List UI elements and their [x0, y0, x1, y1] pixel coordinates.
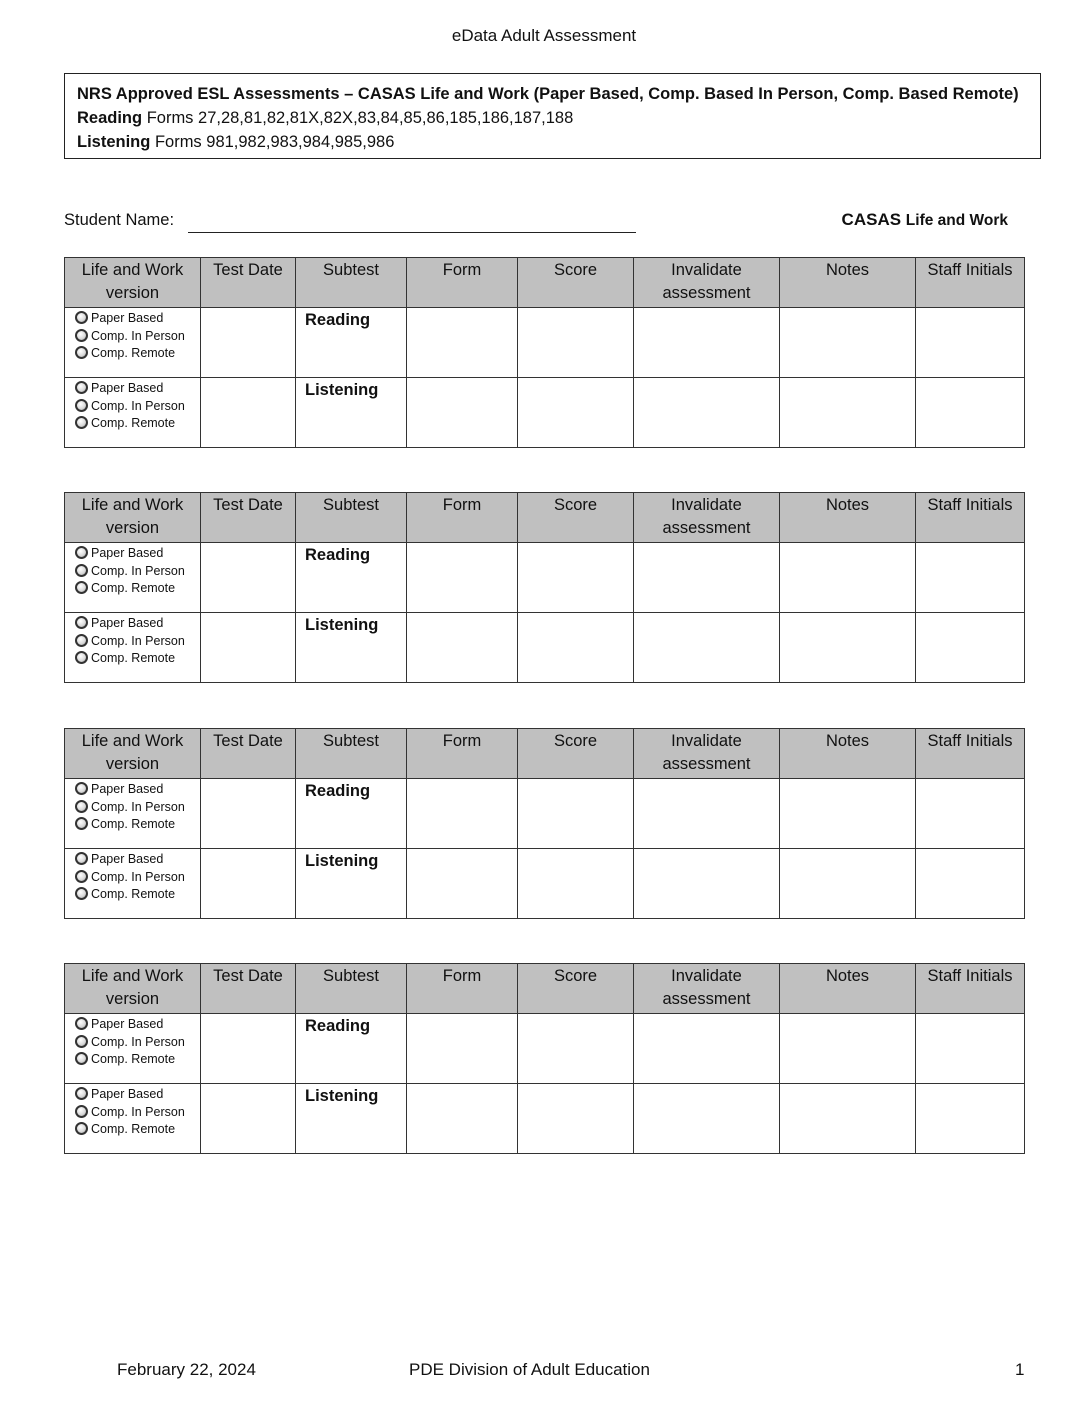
version-options	[65, 308, 200, 363]
invalidate-cell[interactable]	[634, 613, 780, 683]
version-options	[65, 779, 200, 834]
version-options	[65, 1014, 200, 1069]
test-title-sub: Life and Work	[905, 212, 1008, 229]
version-cell	[65, 543, 201, 613]
subtest-header: Subtest	[296, 258, 407, 308]
test-date-cell[interactable]	[201, 613, 296, 683]
staff-initials-cell[interactable]	[916, 308, 1025, 378]
score-cell[interactable]	[518, 849, 634, 919]
radio-icon[interactable]	[75, 1105, 88, 1118]
version-options	[65, 613, 200, 668]
version-option-label: Comp. Remote	[91, 887, 176, 901]
notes-cell[interactable]	[780, 613, 916, 683]
test-date-cell[interactable]	[201, 779, 296, 849]
assessment-heading: NRS Approved ESL Assessments – CASAS Life and Work (Paper Based, Comp. Based In Person, Comp. Based Remote)	[77, 85, 1019, 103]
version-options	[65, 849, 200, 904]
version-option-paper-based[interactable]	[65, 781, 200, 799]
invalidate-cell[interactable]	[634, 1084, 780, 1154]
version-option-comp-in-person[interactable]	[65, 869, 200, 887]
invalidate-cell[interactable]	[634, 308, 780, 378]
version-option-comp-remote[interactable]	[65, 816, 200, 834]
form-cell[interactable]	[407, 378, 518, 448]
footer-division: PDE Division of Adult Education	[409, 1360, 650, 1379]
version-option-label: Paper Based	[91, 1087, 164, 1101]
table-row	[65, 378, 1025, 448]
invalidate-header: Invalidate assessment	[634, 493, 780, 543]
version-options	[65, 1084, 200, 1139]
invalidate-cell[interactable]	[634, 779, 780, 849]
radio-icon[interactable]	[75, 546, 88, 559]
version-option-comp-in-person[interactable]	[65, 563, 200, 581]
table-header-row	[65, 729, 1025, 779]
staff-initials-header: Staff Initials	[916, 729, 1025, 779]
subtest-cell	[296, 1084, 407, 1154]
subtest-label: Listening	[305, 616, 379, 634]
table-row	[65, 849, 1025, 919]
version-header: Life and Work version	[65, 729, 201, 779]
version-option-label: Comp. Remote	[91, 1052, 176, 1066]
score-header: Score	[518, 964, 634, 1014]
version-option-label: Comp. Remote	[91, 346, 176, 360]
version-option-label: Comp. Remote	[91, 416, 176, 430]
version-cell	[65, 378, 201, 448]
record-table	[64, 963, 1025, 1154]
version-option-label: Paper Based	[91, 381, 164, 395]
student-name-label: Student Name:	[64, 211, 175, 229]
version-option-paper-based[interactable]	[65, 851, 200, 869]
version-cell	[65, 1014, 201, 1084]
score-header: Score	[518, 493, 634, 543]
subtest-cell	[296, 1014, 407, 1084]
notes-cell[interactable]	[780, 1084, 916, 1154]
staff-initials-cell[interactable]	[916, 1014, 1025, 1084]
invalidate-header: Invalidate assessment	[634, 258, 780, 308]
subtest-label: Reading	[305, 1017, 371, 1035]
version-option-comp-remote[interactable]	[65, 1051, 200, 1069]
version-option-paper-based[interactable]	[65, 615, 200, 633]
radio-icon[interactable]	[75, 1035, 88, 1048]
subtest-label: Reading	[305, 546, 371, 564]
version-option-paper-based[interactable]	[65, 1016, 200, 1034]
test-date-cell[interactable]	[201, 1014, 296, 1084]
footer-date: February 22, 2024	[117, 1360, 256, 1379]
version-option-comp-in-person[interactable]	[65, 1034, 200, 1052]
version-cell	[65, 779, 201, 849]
radio-icon[interactable]	[75, 887, 88, 900]
version-option-label: Comp. Remote	[91, 651, 176, 665]
radio-icon[interactable]	[75, 616, 88, 629]
radio-icon[interactable]	[75, 581, 88, 594]
form-cell[interactable]	[407, 308, 518, 378]
footer-page-number: 1	[1015, 1360, 1025, 1379]
student-name-field[interactable]	[188, 232, 636, 233]
reading-label: Reading	[77, 109, 143, 127]
subtest-header: Subtest	[296, 729, 407, 779]
score-cell[interactable]	[518, 308, 634, 378]
radio-icon[interactable]	[75, 381, 88, 394]
subtest-cell	[296, 378, 407, 448]
form-header: Form	[407, 729, 518, 779]
table-row	[65, 1084, 1025, 1154]
version-header: Life and Work version	[65, 964, 201, 1014]
staff-initials-header: Staff Initials	[916, 964, 1025, 1014]
notes-header: Notes	[780, 729, 916, 779]
subtest-header: Subtest	[296, 493, 407, 543]
page-header: eData Adult Assessment	[451, 26, 637, 45]
table-header-row	[65, 964, 1025, 1014]
subtest-label: Reading	[305, 311, 371, 329]
version-option-comp-in-person[interactable]	[65, 799, 200, 817]
staff-initials-cell[interactable]	[916, 543, 1025, 613]
version-option-comp-in-person[interactable]	[65, 328, 200, 346]
score-cell[interactable]	[518, 378, 634, 448]
test-date-cell[interactable]	[201, 543, 296, 613]
radio-icon[interactable]	[75, 311, 88, 324]
score-header: Score	[518, 258, 634, 308]
version-option-label: Paper Based	[91, 1017, 164, 1031]
version-option-paper-based[interactable]	[65, 380, 200, 398]
version-cell	[65, 1084, 201, 1154]
version-option-label: Paper Based	[91, 782, 164, 796]
radio-icon[interactable]	[75, 800, 88, 813]
test-title-main: CASAS	[841, 210, 902, 229]
student-row	[64, 211, 1008, 235]
radio-icon[interactable]	[75, 634, 88, 647]
version-option-label: Comp. Remote	[91, 581, 176, 595]
subtest-cell	[296, 543, 407, 613]
listening-forms: Forms 981,982,983,984,985,986	[154, 133, 395, 151]
table-header-row	[65, 493, 1025, 543]
notes-cell[interactable]	[780, 849, 916, 919]
table-row	[65, 543, 1025, 613]
version-option-label: Paper Based	[91, 311, 164, 325]
invalidate-cell[interactable]	[634, 1014, 780, 1084]
table-row	[65, 779, 1025, 849]
reading-forms: Forms 27,28,81,82,81X,82X,83,84,85,86,185,186,187,188	[146, 109, 574, 127]
notes-header: Notes	[780, 493, 916, 543]
record-table	[64, 257, 1025, 448]
table-row	[65, 1014, 1025, 1084]
version-header: Life and Work version	[65, 493, 201, 543]
test-date-cell[interactable]	[201, 308, 296, 378]
notes-cell[interactable]	[780, 308, 916, 378]
version-option-label: Comp. Remote	[91, 1122, 176, 1136]
invalidate-header: Invalidate assessment	[634, 729, 780, 779]
staff-initials-header: Staff Initials	[916, 258, 1025, 308]
radio-icon[interactable]	[75, 399, 88, 412]
test-title	[842, 210, 1008, 230]
subtest-label: Listening	[305, 381, 379, 399]
version-header: Life and Work version	[65, 258, 201, 308]
version-options	[65, 543, 200, 598]
radio-icon[interactable]	[75, 817, 88, 830]
assessment-info-box	[64, 73, 1041, 159]
subtest-cell	[296, 308, 407, 378]
subtest-cell	[296, 613, 407, 683]
reading-forms-line	[77, 106, 1028, 130]
staff-initials-cell[interactable]	[916, 779, 1025, 849]
version-option-label: Comp. In Person	[91, 1034, 185, 1049]
score-cell[interactable]	[518, 779, 634, 849]
version-option-paper-based[interactable]	[65, 310, 200, 328]
radio-icon[interactable]	[75, 1122, 88, 1135]
subtest-cell	[296, 849, 407, 919]
test-date-header: Test Date	[201, 493, 296, 543]
version-option-comp-remote[interactable]	[65, 650, 200, 668]
test-date-header: Test Date	[201, 729, 296, 779]
version-option-label: Comp. Remote	[91, 817, 176, 831]
table-row	[65, 308, 1025, 378]
version-option-paper-based[interactable]	[65, 1086, 200, 1104]
form-cell[interactable]	[407, 613, 518, 683]
subtest-label: Listening	[305, 852, 379, 870]
staff-initials-header: Staff Initials	[916, 493, 1025, 543]
form-cell[interactable]	[407, 1014, 518, 1084]
staff-initials-cell[interactable]	[916, 1084, 1025, 1154]
listening-forms-line	[77, 130, 1028, 154]
version-option-label: Comp. In Person	[91, 869, 185, 884]
form-header: Form	[407, 964, 518, 1014]
invalidate-cell[interactable]	[634, 378, 780, 448]
form-header: Form	[407, 258, 518, 308]
notes-cell[interactable]	[780, 1014, 916, 1084]
form-cell[interactable]	[407, 1084, 518, 1154]
notes-header: Notes	[780, 964, 916, 1014]
version-option-label: Comp. In Person	[91, 398, 185, 413]
radio-icon[interactable]	[75, 564, 88, 577]
version-option-comp-in-person[interactable]	[65, 398, 200, 416]
test-date-header: Test Date	[201, 258, 296, 308]
notes-cell[interactable]	[780, 779, 916, 849]
radio-icon[interactable]	[75, 416, 88, 429]
invalidate-cell[interactable]	[634, 849, 780, 919]
radio-icon[interactable]	[75, 1087, 88, 1100]
test-date-header: Test Date	[201, 964, 296, 1014]
subtest-label: Listening	[305, 1087, 379, 1105]
version-option-comp-remote[interactable]	[65, 580, 200, 598]
subtest-cell	[296, 779, 407, 849]
score-cell[interactable]	[518, 1084, 634, 1154]
version-option-comp-remote[interactable]	[65, 1121, 200, 1139]
radio-icon[interactable]	[75, 1052, 88, 1065]
version-cell	[65, 308, 201, 378]
radio-icon[interactable]	[75, 1017, 88, 1030]
form-cell[interactable]	[407, 849, 518, 919]
version-option-label: Comp. In Person	[91, 563, 185, 578]
version-cell	[65, 613, 201, 683]
version-cell	[65, 849, 201, 919]
version-option-comp-in-person[interactable]	[65, 633, 200, 651]
version-option-label: Comp. In Person	[91, 633, 185, 648]
version-option-label: Comp. In Person	[91, 1104, 185, 1119]
notes-cell[interactable]	[780, 543, 916, 613]
invalidate-header: Invalidate assessment	[634, 964, 780, 1014]
record-table	[64, 728, 1025, 919]
table-header-row	[65, 258, 1025, 308]
version-option-label: Comp. In Person	[91, 328, 185, 343]
version-option-comp-remote[interactable]	[65, 345, 200, 363]
form-cell[interactable]	[407, 543, 518, 613]
invalidate-cell[interactable]	[634, 543, 780, 613]
subtest-label: Reading	[305, 782, 371, 800]
test-date-cell[interactable]	[201, 1084, 296, 1154]
radio-icon[interactable]	[75, 329, 88, 342]
score-cell[interactable]	[518, 1014, 634, 1084]
version-option-label: Comp. In Person	[91, 799, 185, 814]
table-row	[65, 613, 1025, 683]
version-option-comp-in-person[interactable]	[65, 1104, 200, 1122]
record-table	[64, 492, 1025, 683]
radio-icon[interactable]	[75, 852, 88, 865]
radio-icon[interactable]	[75, 346, 88, 359]
score-cell[interactable]	[518, 543, 634, 613]
version-option-comp-remote[interactable]	[65, 415, 200, 433]
score-header: Score	[518, 729, 634, 779]
listening-label: Listening	[77, 133, 151, 151]
radio-icon[interactable]	[75, 870, 88, 883]
subtest-header: Subtest	[296, 964, 407, 1014]
test-date-cell[interactable]	[201, 849, 296, 919]
version-option-comp-remote[interactable]	[65, 886, 200, 904]
version-option-label: Paper Based	[91, 616, 164, 630]
version-option-paper-based[interactable]	[65, 545, 200, 563]
staff-initials-cell[interactable]	[916, 849, 1025, 919]
version-options	[65, 378, 200, 433]
score-cell[interactable]	[518, 613, 634, 683]
staff-initials-cell[interactable]	[916, 613, 1025, 683]
radio-icon[interactable]	[75, 782, 88, 795]
notes-header: Notes	[780, 258, 916, 308]
staff-initials-cell[interactable]	[916, 378, 1025, 448]
version-option-label: Paper Based	[91, 852, 164, 866]
form-cell[interactable]	[407, 779, 518, 849]
notes-cell[interactable]	[780, 378, 916, 448]
test-date-cell[interactable]	[201, 378, 296, 448]
form-header: Form	[407, 493, 518, 543]
version-option-label: Paper Based	[91, 546, 164, 560]
radio-icon[interactable]	[75, 651, 88, 664]
